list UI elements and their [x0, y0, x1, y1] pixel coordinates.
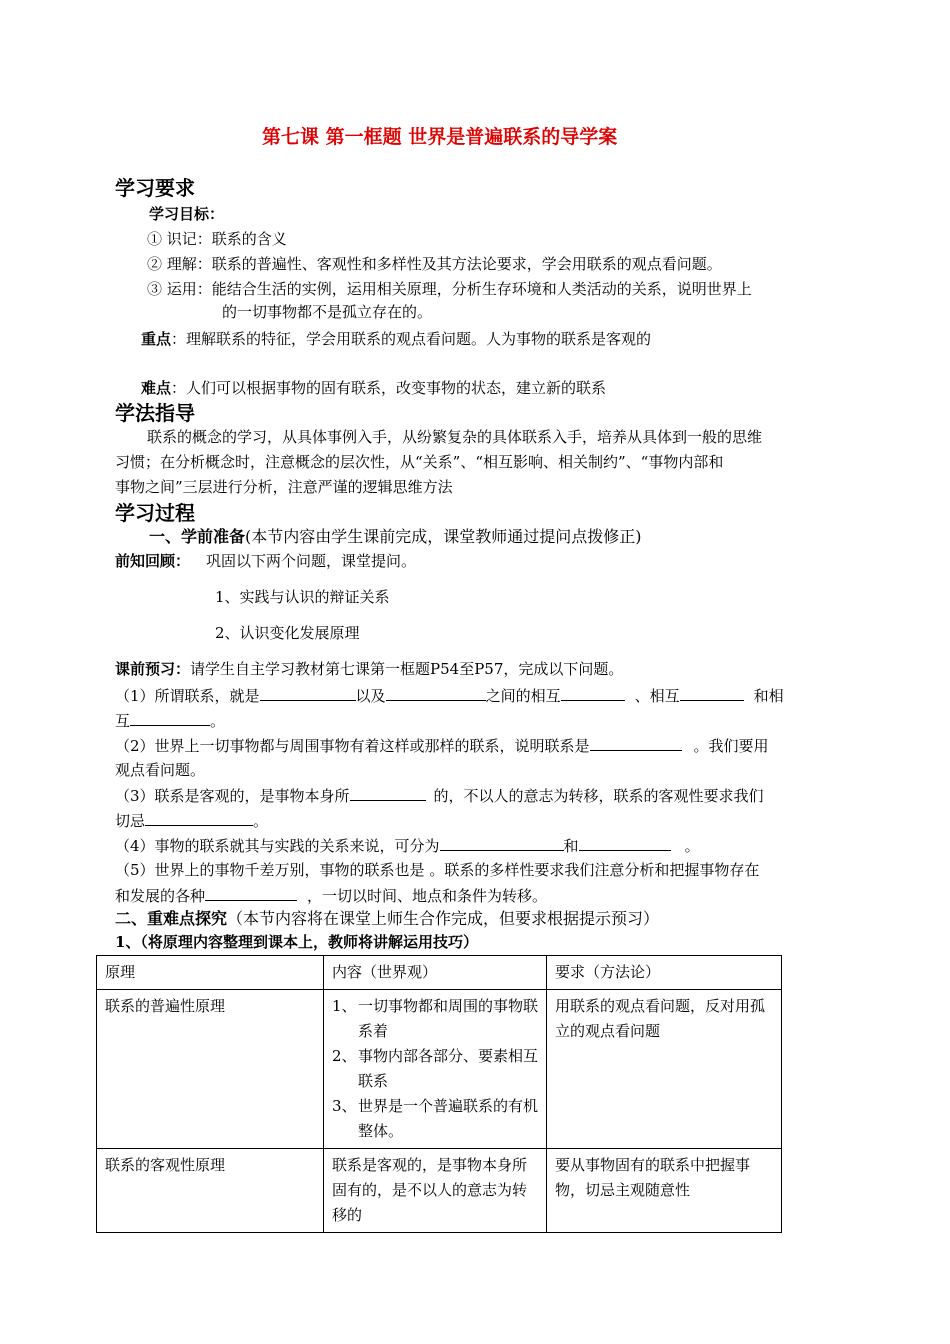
list-item-number: 2、	[332, 1047, 357, 1065]
goal-3-line2: 的一切事物都不是孤立存在的。	[222, 303, 433, 321]
table-header-principle: 原理	[97, 956, 324, 990]
q3-blank-2[interactable]	[145, 811, 253, 826]
q1-text-d: 、相互	[634, 687, 680, 705]
table-header-method: 要求（方法论）	[547, 956, 782, 990]
table-cell-principle: 联系的普遍性原理	[97, 990, 324, 1149]
review-label: 前知回顾：	[115, 552, 191, 570]
goal-1: ① 识记：联系的含义	[147, 230, 287, 248]
key-point	[141, 330, 651, 348]
q5-blank-1[interactable]	[205, 886, 297, 901]
question-5-line1: （5）世界上的事物千差万别，事物的联系也是 。联系的多样性要求我们注意分析和把握事物存在	[115, 861, 760, 879]
q4-text-c: 。	[684, 837, 700, 855]
q1-blank-4[interactable]	[680, 686, 744, 701]
question-5-line2	[115, 886, 547, 905]
question-1-line2	[115, 711, 225, 730]
q1-blank-3[interactable]	[561, 686, 625, 701]
question-2-line2: 观点看问题。	[115, 761, 206, 779]
goal-2: ② 理解：联系的普遍性、客观性和多样性及其方法论要求，学会用联系的观点看问题。	[147, 255, 722, 273]
table-cell-content	[324, 990, 547, 1149]
table-cell-method: 用联系的观点看问题，反对用孤立的观点看问题	[547, 990, 782, 1149]
method-line-3: 事物之间”三层进行分析，注意严谨的逻辑思维方法	[115, 478, 453, 496]
review-question-2: 2、认识变化发展原理	[215, 624, 360, 642]
q1-blank-1[interactable]	[260, 686, 356, 701]
question-1-line1	[115, 686, 784, 705]
method-line-1: 联系的概念的学习，从具体事例入手，从纷繁复杂的具体联系入手，培养从具体到一般的思维	[147, 428, 763, 446]
question-3-line1	[115, 786, 764, 805]
list-item-text: 一切事物都和周围的事物联系着	[358, 997, 539, 1040]
content-list	[332, 994, 538, 1144]
doc-title: 第七课 第一框题 世界是普遍联系的导学案	[262, 126, 618, 148]
list-item-number: 3、	[332, 1097, 357, 1115]
preview-line	[115, 660, 623, 678]
principles-table	[96, 955, 782, 1233]
section-heading-requirements: 学习要求	[115, 176, 195, 200]
q1-text-c: 之间的相互	[485, 687, 561, 705]
part2-item: 1、（将原理内容整理到课本上，教师将讲解运用技巧）	[115, 933, 478, 951]
question-3-line2	[115, 811, 268, 830]
q1-blank-5[interactable]	[130, 711, 210, 726]
section-heading-method: 学法指导	[115, 401, 195, 425]
list-item-number: 1、	[332, 997, 357, 1015]
method-line-2: 习惯；在分析概念时，注意概念的层次性，从“关系”、“相互影响、相关制约”、“事物内部和	[115, 453, 724, 471]
goal-3-line1: ③ 运用：能结合生活的实例，运用相关原理，分析生存环境和人类活动的关系，说明世界上	[147, 280, 752, 298]
list-item-text: 世界是一个普遍联系的有机整体。	[358, 1097, 539, 1140]
q1-text-a: （1）所谓联系，就是	[115, 687, 260, 705]
table-cell-method: 要从事物固有的联系中把握事物，切忌主观随意性	[547, 1149, 782, 1233]
q5-text-b: 和发展的各种	[115, 887, 206, 905]
part1-label: 一、学前准备	[149, 527, 246, 546]
preview-label: 课前预习：	[115, 660, 191, 678]
table-header-content: 内容（世界观）	[324, 956, 547, 990]
list-item-text: 事物内部各部分、要素相互联系	[358, 1047, 539, 1090]
part1-heading	[149, 527, 642, 546]
goals-label: 学习目标：	[149, 205, 225, 223]
question-4	[115, 836, 700, 855]
table-cell-principle: 联系的客观性原理	[97, 1149, 324, 1233]
review-question-1: 1、实践与认识的辩证关系	[215, 588, 390, 606]
q4-blank-2[interactable]	[579, 836, 671, 851]
q1-text-e: 和相	[753, 687, 784, 705]
key-point-text: ：理解联系的特征，学会用联系的观点看问题。人为事物的联系是客观的	[171, 330, 652, 348]
table-row	[97, 990, 782, 1149]
q1-text-f: 互	[115, 712, 131, 730]
q4-text-b: 和	[563, 837, 579, 855]
q1-text-g: 。	[210, 712, 226, 730]
part2-heading	[115, 909, 659, 928]
review-text: 巩固以下两个问题，课堂提问。	[206, 552, 417, 570]
part2-note: （本节内容将在课堂上师生合作完成，但要求根据提示预习）	[227, 909, 660, 928]
question-2-line1	[115, 736, 769, 755]
q2-blank-1[interactable]	[590, 736, 682, 751]
q4-text-a: （4）事物的联系就其与实践的关系来说，可分为	[115, 837, 440, 855]
part2-label: 二、重难点探究	[115, 909, 228, 928]
q3-text-b: 的，不以人的意志为转移，联系的客观性要求我们	[433, 787, 764, 805]
table-row	[97, 1149, 782, 1233]
key-point-label: 重点	[141, 330, 172, 348]
list-item	[332, 1094, 538, 1144]
difficulty-point	[141, 379, 606, 397]
q3-text-a: （3）联系是客观的，是事物本身所	[115, 787, 350, 805]
difficulty-text: ：人们可以根据事物的固有联系，改变事物的状态，建立新的联系	[171, 379, 607, 397]
q1-blank-2[interactable]	[386, 686, 486, 701]
list-item	[332, 994, 538, 1044]
part1-note: (本节内容由学生课前完成，课堂教师通过提问点拨修正)	[245, 527, 642, 546]
difficulty-label: 难点	[141, 379, 172, 397]
q3-text-d: 。	[253, 812, 269, 830]
q2-text-b: 。我们要用	[693, 737, 769, 755]
q3-text-c: 切忌	[115, 812, 146, 830]
q2-text-a: （2）世界上一切事物都与周围事物有着这样或那样的联系，说明联系是	[115, 737, 590, 755]
table-header-row	[97, 956, 782, 990]
q4-blank-1[interactable]	[440, 836, 564, 851]
review-line	[115, 552, 416, 570]
preview-text: 请学生自主学习教材第七课第一框题P54至P57，完成以下问题。	[190, 660, 624, 678]
q1-text-b: 以及	[355, 687, 386, 705]
q3-blank-1[interactable]	[350, 786, 426, 801]
list-item	[332, 1044, 538, 1094]
table-cell-content: 联系是客观的，是事物本身所固有的，是不以人的意志为转移的	[324, 1149, 547, 1233]
q5-text-c: ，一切以时间、地点和条件为转移。	[307, 887, 548, 905]
section-heading-process: 学习过程	[115, 501, 195, 525]
